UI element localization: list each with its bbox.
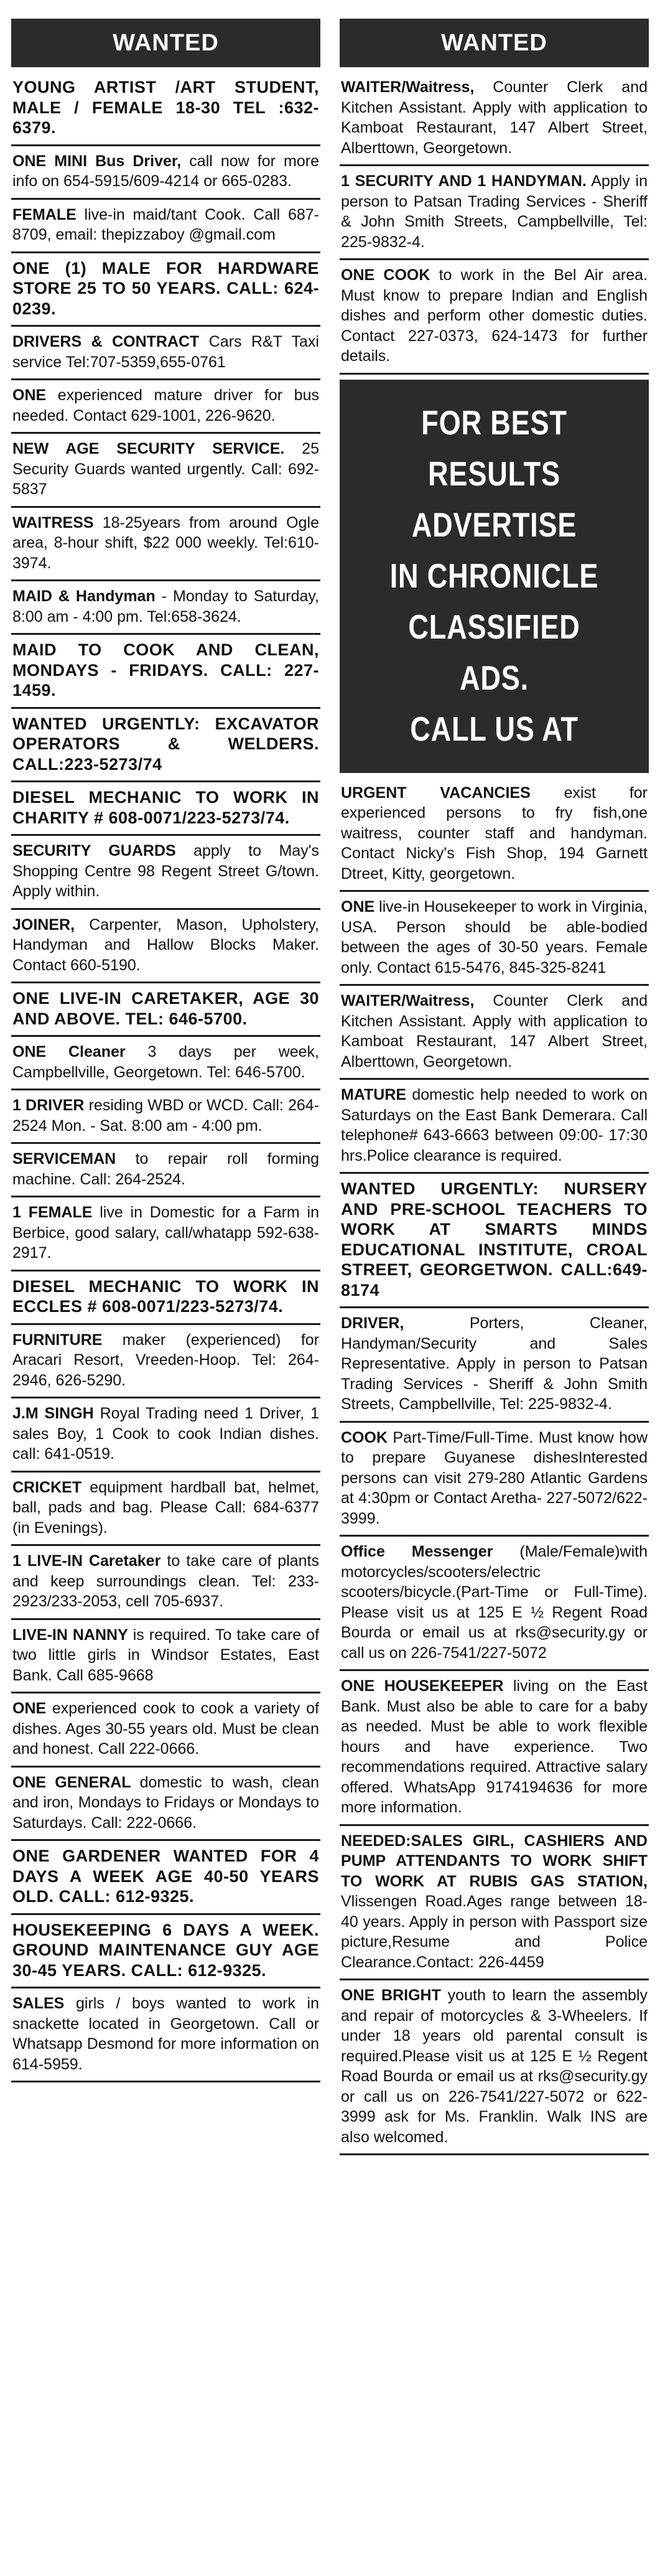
ad-body-text: equipment hardball bat, helmet, ball, pads and bag. Please Call: 684-6377 (in Evenings).	[12, 1478, 319, 1537]
ad-body-text: Cars R&T Taxi service Tel:707-5359,655-0761	[12, 333, 319, 371]
ad-lead-text: ONE GARDENER WANTED FOR 4 DAYS A WEEK AGE 40-50 YEARS OLD. CALL: 612-9325.	[12, 1847, 319, 1906]
ad-body-text: Counter Clerk and Kitchen Assistant. Apply with application to Kamboat Restaurant, 147 Albert Street, Alberttown, Georgetown.	[341, 78, 648, 157]
classified-ad	[340, 892, 649, 986]
ad-lead-text: ONE (1) MALE FOR HARDWARE STORE 25 TO 50 YEARS. CALL: 624-0239.	[12, 258, 319, 318]
classified-ad	[11, 1272, 320, 1325]
ad-body-text: 18-25years from around Ogle area, 8-hour shift, $22 000 weekly. Tel:610-3974.	[12, 513, 319, 572]
ad-body-text: to repair roll forming machine. Call: 264-2524.	[12, 1150, 319, 1188]
ad-body-text: girls / boys wanted to work in snackette located in Georgetown. Call or Whatsapp Desmond for more information on 614-5959.	[12, 1995, 319, 2073]
classified-ad	[340, 1671, 649, 1826]
ad-lead-text: SECURITY GUARDS	[12, 842, 176, 859]
ad-body-text: Apply in person to Patsan Trading Services - Sheriff & John Smith Streets, Campbellville, Tel: 225-9832-4.	[341, 172, 648, 251]
ad-lead-text: NEEDED:SALES GIRL, CASHIERS AND PUMP ATTENDANTS TO WORK SHIFT TO WORK AT RUBIS GAS STATION,	[341, 1832, 648, 1890]
classified-ad	[11, 1768, 320, 1842]
ad-lead-text: ONE GENERAL	[12, 1773, 131, 1791]
ad-body-text: residing WBD or WCD. Call: 264-2524 Mon. - Sat. 8:00 am - 4:00 pm.	[12, 1097, 319, 1135]
ad-body-text: 3 days per week, Campbellville, Georgetown. Tel: 646-5700.	[12, 1043, 319, 1081]
classified-ad	[11, 1841, 320, 1915]
ad-body-text: domestic to wash, clean and iron, Mondays to Fridays or Mondays to Saturdays. Call: 222-0666.	[12, 1773, 319, 1832]
ad-body-text: Porters, Cleaner, Handyman/Security and Sales Representative. Apply in person to Patsan Trading Services - Sheriff & John Smith Streets, Campbellville, Tel: 225-9832-4.	[341, 1314, 648, 1413]
classified-ad	[340, 1826, 649, 1981]
ad-body-text: (Male/Female)with motorcycles/scooters/electric scooters/bicycle.(Part-Time or Full-Time). Please visit us at 125 E ½ Regent Road Bourda or email us at rks@security.gy or call us on 226-7541/227-5072	[341, 1543, 648, 1662]
classified-ad	[340, 1423, 649, 1537]
classified-ad	[11, 253, 320, 327]
right-column-header: WANTED	[340, 19, 649, 67]
ad-lead-text: 1 LIVE-IN Caretaker	[12, 1552, 161, 1570]
classified-ad	[11, 1915, 320, 1989]
classified-ad	[11, 200, 320, 253]
right-ads-list-bottom	[340, 778, 649, 2156]
ad-lead-text: ONE	[341, 898, 375, 916]
ad-body-text: exist for experienced persons to fry fish,one waitress, counter staff and handyman. Contact Nicky's Fish Shop, 194 Garnett Dtreet, Kitty, georgetown.	[341, 784, 648, 883]
ad-body-text: youth to learn the assembly and repair of motorcycles & 3-Wheelers. If under 18 years old parental consult is required.Please visit us at 125 E ½ Regent Road Bourda or email us at rks@security.gy or call us on 226-7541/227-5072 or 622-3999 ask for Ms. Franklin. Walk INS are also welcomed.	[341, 1987, 648, 2146]
classified-ad	[11, 1988, 320, 2082]
ad-body-text: live in Domestic for a Farm in Berbice, good salary, call/whatapp 592-638-2917.	[12, 1204, 320, 1262]
ad-body-text: maker (experienced) for Aracari Resort, Vreeden-Hoop. Tel: 264-2946, 626-5290.	[12, 1331, 319, 1389]
ad-body-text: Carpenter, Mason, Upholstery, Handyman and Hallow Blocks Maker. Contact 660-5190.	[12, 916, 319, 974]
ad-lead-text: JOINER,	[12, 916, 75, 934]
ad-lead-text: ONE COOK	[341, 266, 430, 284]
classified-ad	[11, 327, 320, 380]
ad-body-text: - Monday to Saturday, 8:00 am - 4:00 pm. Tel:658-3624.	[12, 588, 319, 625]
ad-lead-text: MATURE	[341, 1086, 407, 1103]
ad-lead-text: WAITER/Waitress,	[341, 992, 475, 1009]
classified-ad	[11, 581, 320, 635]
ad-lead-text: DRIVER,	[341, 1314, 404, 1332]
advertise-promo-box	[340, 380, 649, 773]
classified-ad	[340, 260, 649, 375]
ad-body-text: Counter Clerk and Kitchen Assistant. Apply with application to Kamboat Restaurant, 147 Albert Street, Alberttown, Georgetown.	[341, 992, 648, 1070]
ad-lead-text: YOUNG ARTIST /ART STUDENT, MALE / FEMALE 18-30 TEL :632-6379.	[12, 78, 319, 137]
ad-body-text: Part-Time/Full-Time. Must know how to prepare Guyanese dishesInterested persons can visit 279-280 Atlantic Gardens at 4:30pm or Contact Aretha- 227-5072/622-3999.	[341, 1428, 648, 1527]
promo-line: IN CHRONICLE	[389, 556, 599, 595]
classified-ad	[11, 782, 320, 836]
classified-ad	[340, 778, 649, 892]
ad-lead-text: ONE	[12, 386, 47, 404]
classified-ad	[11, 1197, 320, 1272]
ad-lead-text: Office Messenger	[341, 1543, 493, 1560]
classified-ad	[340, 1080, 649, 1174]
classified-ad	[11, 910, 320, 984]
ad-lead-text: ONE BRIGHT	[341, 1987, 441, 2004]
promo-line: CLASSIFIED ADS.	[408, 607, 580, 697]
ad-lead-text: NEW AGE SECURITY SERVICE.	[12, 440, 285, 457]
classified-ad	[340, 1174, 649, 1308]
ad-lead-text: SERVICEMAN	[12, 1150, 116, 1168]
ad-lead-text: WAITER/Waitress,	[341, 78, 475, 96]
classified-ad	[340, 72, 649, 166]
ad-body-text: apply to May's Shopping Centre 98 Regent Street G/town. Apply within.	[12, 842, 319, 900]
ad-lead-text: ONE LIVE-IN CARETAKER, AGE 30 AND ABOVE. TEL: 646-5700.	[12, 989, 319, 1028]
ad-body-text: Royal Trading need 1 Driver, 1 sales Boy, 1 Cook to cook Indian dishes. call: 641-0519.	[12, 1405, 319, 1463]
ad-lead-text: 1 DRIVER	[12, 1097, 85, 1114]
ad-body-text: experienced mature driver for bus needed. Contact 629-1001, 226-9620.	[12, 386, 319, 424]
classified-ad	[340, 1980, 649, 2155]
classified-ad	[11, 709, 320, 783]
classified-ad	[11, 72, 320, 146]
classified-ad	[11, 1144, 320, 1197]
classified-ad	[11, 1398, 320, 1473]
ad-lead-text: COOK	[341, 1428, 388, 1446]
ad-lead-text: 1 FEMALE	[12, 1204, 93, 1221]
ad-body-text: to work in the Bel Air area. Must know to prepare Indian and English dishes and perform other domestic duties. Contact 227-0373, 624-1473 for further details.	[341, 266, 648, 365]
ad-body-text: to take care of plants and keep surroundings clean. Tel: 233-2923/233-2053, cell 705-6937.	[12, 1552, 319, 1610]
classified-ad	[11, 434, 320, 508]
ad-lead-text: DIESEL MECHANIC TO WORK IN CHARITY # 608-0071/223-5273/74.	[12, 788, 319, 827]
promo-line: CALL US AT	[410, 709, 579, 748]
ad-body-text: experienced cook to cook a variety of dishes. Ages 30-55 years old. Must be clean and honest. Call 222-0666.	[12, 1700, 319, 1758]
ad-body-text: live-in Housekeeper to work in Virginia, USA. Person should be able-bodied between the ages of 30-50 years. Female only. Contact 615-5476, 845-325-8241	[341, 898, 648, 977]
ad-lead-text: WAITRESS	[12, 513, 94, 532]
ad-lead-text: 1 SECURITY AND 1 HANDYMAN.	[341, 172, 587, 190]
ad-body-text: Vlissengen Road.Ages range between 18-40 years. Apply in person with Passport size picture,Resume and Police Clearance.Contact: 226-4459	[341, 1893, 648, 1971]
ad-body-text: is required. To take care of two little girls in Windsor Estates, East Bank. Call 685-9668	[12, 1626, 319, 1684]
classified-ad	[340, 1537, 649, 1671]
ad-lead-text: ONE MINI Bus Driver,	[12, 152, 182, 170]
ad-lead-text: FEMALE	[12, 205, 77, 223]
ad-body-text: call now for more info on 654-5915/609-4214 or 665-0283.	[12, 152, 319, 190]
left-column	[11, 19, 320, 2082]
ad-lead-text: ONE HOUSEKEEPER	[341, 1677, 504, 1695]
ad-lead-text: LIVE-IN NANNY	[12, 1626, 128, 1644]
classified-ad	[11, 1473, 320, 1547]
classified-ad	[11, 1037, 320, 1090]
classified-ad	[340, 986, 649, 1080]
ad-lead-text: FURNITURE	[12, 1331, 103, 1349]
right-ads-list-top	[340, 72, 649, 375]
promo-line: FOR BEST RESULTS	[421, 403, 567, 493]
ad-lead-text: CRICKET	[12, 1478, 82, 1496]
ad-body-text: live-in maid/tant Cook. Call 687-8709, email: thepizzaboy @gmail.com	[12, 205, 319, 243]
ad-lead-text: ONE	[12, 1700, 47, 1717]
classified-ad	[11, 1325, 320, 1399]
ad-body-text: domestic help needed to work on Saturdays on the East Bank Demerara. Call telephone# 643-6663 between 09:00- 17:30 hrs.Police clearance is required.	[341, 1086, 648, 1164]
ad-lead-text: WANTED URGENTLY: EXCAVATOR OPERATORS & WELDERS. CALL:223-5273/74	[12, 714, 319, 774]
classified-ad	[11, 1546, 320, 1620]
ad-lead-text: DIESEL MECHANIC TO WORK IN ECCLES # 608-0071/223-5273/74.	[12, 1276, 319, 1316]
promo-line: ADVERTISE	[411, 505, 577, 544]
classified-ad	[11, 1693, 320, 1768]
left-column-header: WANTED	[11, 19, 320, 67]
ad-body-text: living on the East Bank. Must also be able to care for a baby as needed. Must be able to work flexible hours and have experience. Two recommendations required. Attractive salary offered. WhatsApp 9174194636 for more more information.	[341, 1677, 648, 1816]
classified-ad	[11, 146, 320, 200]
classified-ad	[11, 1090, 320, 1144]
ad-lead-text: MAID TO COOK AND CLEAN, MONDAYS - FRIDAYS. CALL: 227-1459.	[12, 640, 319, 700]
classified-ad	[11, 1620, 320, 1694]
classified-ad	[340, 166, 649, 260]
classified-ad	[11, 983, 320, 1037]
ad-lead-text: DRIVERS & CONTRACT	[12, 333, 200, 350]
classified-ad	[11, 380, 320, 434]
ad-lead-text: J.M SINGH	[12, 1405, 94, 1422]
ad-lead-text: MAID & Handyman	[12, 588, 156, 605]
ad-body-text: 25 Security Guards wanted urgently. Call: 692-5837	[12, 440, 319, 498]
ad-lead-text: SALES	[12, 1995, 65, 2012]
left-ads-list	[11, 72, 320, 2082]
classified-ad	[11, 635, 320, 709]
classified-ad	[11, 836, 320, 910]
ad-lead-text: URGENT VACANCIES	[341, 784, 531, 802]
right-column	[340, 19, 649, 2155]
classified-ad	[11, 508, 320, 582]
ad-lead-text: HOUSEKEEPING 6 DAYS A WEEK. GROUND MAINTENANCE GUY AGE 30-45 YEARS. CALL: 612-9325.	[12, 1920, 319, 1980]
ad-lead-text: ONE Cleaner	[12, 1043, 126, 1061]
classified-ad	[340, 1308, 649, 1423]
ad-lead-text: WANTED URGENTLY: NURSERY AND PRE-SCHOOL TEACHERS TO WORK AT SMARTS MINDS EDUCATIONAL INSTITUTE, CROAL STREET, GEORGETWON. CALL:649-8174	[341, 1179, 648, 1300]
